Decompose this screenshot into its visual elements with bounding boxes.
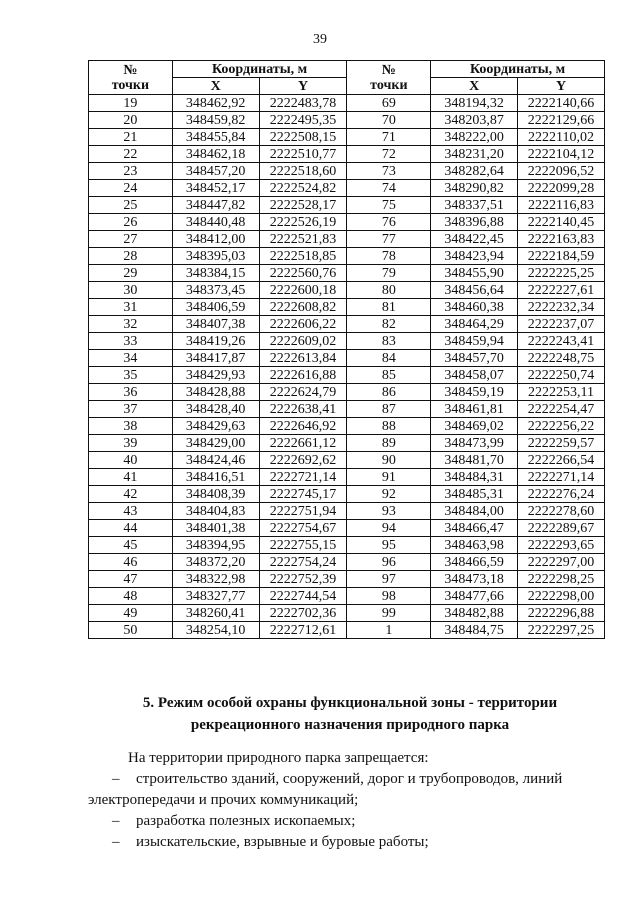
x-value-cell: 348455,90 [431,265,518,282]
list-item: – строительство зданий, сооружений, дорог и трубопроводов, линий [112,771,563,787]
table-row [89,622,605,639]
point-number-cell: 97 [347,571,431,588]
table-row [89,588,605,605]
table-row [89,469,605,486]
y-value-cell: 2222521,83 [259,231,347,248]
y-value-cell: 2222232,34 [518,299,605,316]
x-value-cell: 348404,83 [172,503,259,520]
table-row [89,367,605,384]
x-value-cell: 348373,45 [172,282,259,299]
point-number-cell: 77 [347,231,431,248]
table-row [89,112,605,129]
x-value-cell: 348396,88 [431,214,518,231]
x-value-cell: 348282,64 [431,163,518,180]
point-number-cell: 25 [89,197,173,214]
x-value-cell: 348416,51 [172,469,259,486]
x-value-cell: 348394,95 [172,537,259,554]
point-number-cell: 43 [89,503,173,520]
x-value-cell: 348466,59 [431,554,518,571]
y-value-cell: 2222140,66 [518,95,605,112]
y-value-cell: 2222524,82 [259,180,347,197]
point-number-cell: 28 [89,248,173,265]
point-number-cell: 31 [89,299,173,316]
point-number-cell: 85 [347,367,431,384]
y-value-cell: 2222526,19 [259,214,347,231]
table-row [89,180,605,197]
point-number-cell: 74 [347,180,431,197]
y-value-cell: 2222293,65 [518,537,605,554]
table-row [89,452,605,469]
y-value-cell: 2222297,25 [518,622,605,639]
y-value-cell: 2222483,78 [259,95,347,112]
x-value-cell: 348484,75 [431,622,518,639]
table-row [89,401,605,418]
point-number-cell: 79 [347,265,431,282]
y-value-cell: 2222256,22 [518,418,605,435]
table-row [89,248,605,265]
x-value-cell: 348456,64 [431,282,518,299]
x-value-cell: 348401,38 [172,520,259,537]
y-value-cell: 2222297,00 [518,554,605,571]
y-header-left: Y [259,78,347,95]
point-number-cell: 34 [89,350,173,367]
point-number-cell: 38 [89,418,173,435]
table-row [89,299,605,316]
point-number-cell: 78 [347,248,431,265]
point-number-cell: 91 [347,469,431,486]
x-value-cell: 348428,88 [172,384,259,401]
point-number-cell: 50 [89,622,173,639]
point-number-cell: 49 [89,605,173,622]
x-value-cell: 348484,00 [431,503,518,520]
point-number-cell: 73 [347,163,431,180]
x-value-cell: 348194,32 [431,95,518,112]
y-value-cell: 2222638,41 [259,401,347,418]
point-number-cell: 99 [347,605,431,622]
point-number-cell: 46 [89,554,173,571]
table-row [89,231,605,248]
section-heading: 5. Режим особой охраны функциональной зоны - территории рекреационного назначения природного парка [142,695,558,733]
point-number-cell: 37 [89,401,173,418]
y-value-cell: 2222225,25 [518,265,605,282]
y-value-cell: 2222254,47 [518,401,605,418]
x-value-cell: 348440,48 [172,214,259,231]
point-number-cell: 30 [89,282,173,299]
y-header-right: Y [518,78,605,95]
y-value-cell: 2222528,17 [259,197,347,214]
point-number-cell: 41 [89,469,173,486]
point-number-cell: 80 [347,282,431,299]
y-value-cell: 2222227,61 [518,282,605,299]
point-number-cell: 98 [347,588,431,605]
x-value-cell: 348469,02 [431,418,518,435]
y-value-cell: 2222692,62 [259,452,347,469]
y-value-cell: 2222266,54 [518,452,605,469]
y-value-cell: 2222745,17 [259,486,347,503]
x-value-cell: 348423,94 [431,248,518,265]
x-value-cell: 348455,84 [172,129,259,146]
point-number-cell: 71 [347,129,431,146]
point-number-cell: 33 [89,333,173,350]
x-value-cell: 348419,26 [172,333,259,350]
x-value-cell: 348424,46 [172,452,259,469]
x-value-cell: 348481,70 [431,452,518,469]
point-number-cell: 1 [347,622,431,639]
y-value-cell: 2222624,79 [259,384,347,401]
point-number-cell: 23 [89,163,173,180]
y-value-cell: 2222600,18 [259,282,347,299]
x-value-cell: 348408,39 [172,486,259,503]
y-value-cell: 2222495,35 [259,112,347,129]
y-value-cell: 2222752,39 [259,571,347,588]
table-row [89,197,605,214]
x-value-cell: 348203,87 [431,112,518,129]
x-header-right: X [431,78,518,95]
y-value-cell: 2222129,66 [518,112,605,129]
intro-paragraph: На территории природного парка запрещается: [128,750,429,766]
table-row [89,129,605,146]
y-value-cell: 2222560,76 [259,265,347,282]
point-number-cell: 36 [89,384,173,401]
point-number-cell: 96 [347,554,431,571]
y-value-cell: 2222298,25 [518,571,605,588]
point-number-cell: 94 [347,520,431,537]
x-value-cell: 348485,31 [431,486,518,503]
point-number-cell: 81 [347,299,431,316]
x-value-cell: 348222,00 [431,129,518,146]
point-number-cell: 83 [347,333,431,350]
x-value-cell: 348429,93 [172,367,259,384]
y-value-cell: 2222096,52 [518,163,605,180]
list-item: – изыскательские, взрывные и буровые работы; [112,834,429,850]
point-number-cell: 40 [89,452,173,469]
x-value-cell: 348482,88 [431,605,518,622]
table-row [89,571,605,588]
point-number-cell: 44 [89,520,173,537]
point-number-cell: 48 [89,588,173,605]
point-number-cell: 84 [347,350,431,367]
point-number-cell: 72 [347,146,431,163]
x-value-cell: 348462,92 [172,95,259,112]
x-value-cell: 348322,98 [172,571,259,588]
x-value-cell: 348384,15 [172,265,259,282]
table-row [89,95,605,112]
y-value-cell: 2222613,84 [259,350,347,367]
y-value-cell: 2222163,83 [518,231,605,248]
y-value-cell: 2222296,88 [518,605,605,622]
table-row [89,282,605,299]
y-value-cell: 2222609,02 [259,333,347,350]
y-value-cell: 2222508,15 [259,129,347,146]
y-value-cell: 2222184,59 [518,248,605,265]
point-number-cell: 87 [347,401,431,418]
y-value-cell: 2222243,41 [518,333,605,350]
x-value-cell: 348429,63 [172,418,259,435]
x-value-cell: 348372,20 [172,554,259,571]
x-value-cell: 348457,70 [431,350,518,367]
point-number-cell: 29 [89,265,173,282]
point-number-cell: 20 [89,112,173,129]
x-value-cell: 348460,38 [431,299,518,316]
table-row [89,333,605,350]
x-value-cell: 348459,19 [431,384,518,401]
point-number-cell: 27 [89,231,173,248]
point-number-cell: 21 [89,129,173,146]
point-number-cell: 92 [347,486,431,503]
x-value-cell: 348447,82 [172,197,259,214]
list-item-continuation: электропередачи и прочих коммуникаций; [88,792,359,808]
y-value-cell: 2222116,83 [518,197,605,214]
x-value-cell: 348260,41 [172,605,259,622]
x-value-cell: 348231,20 [431,146,518,163]
x-value-cell: 348327,77 [172,588,259,605]
y-value-cell: 2222744,54 [259,588,347,605]
y-value-cell: 2222751,94 [259,503,347,520]
x-value-cell: 348457,20 [172,163,259,180]
x-value-cell: 348407,38 [172,316,259,333]
point-number-cell: 88 [347,418,431,435]
table-row [89,537,605,554]
y-value-cell: 2222754,24 [259,554,347,571]
y-value-cell: 2222271,14 [518,469,605,486]
x-value-cell: 348429,00 [172,435,259,452]
point-number-cell: 82 [347,316,431,333]
point-number-cell: 70 [347,112,431,129]
point-number-header-left: № точки [89,61,173,95]
y-value-cell: 2222518,60 [259,163,347,180]
point-number-cell: 93 [347,503,431,520]
x-value-cell: 348461,81 [431,401,518,418]
table-row [89,384,605,401]
y-value-cell: 2222259,57 [518,435,605,452]
point-number-cell: 24 [89,180,173,197]
table-body [89,95,605,639]
y-value-cell: 2222278,60 [518,503,605,520]
x-value-cell: 348428,40 [172,401,259,418]
y-value-cell: 2222510,77 [259,146,347,163]
point-number-cell: 95 [347,537,431,554]
x-value-cell: 348477,66 [431,588,518,605]
point-number-cell: 42 [89,486,173,503]
x-value-cell: 348466,47 [431,520,518,537]
table-row [89,316,605,333]
coordinates-header-right: Координаты, м [431,61,605,78]
y-value-cell: 2222250,74 [518,367,605,384]
y-value-cell: 2222518,85 [259,248,347,265]
point-number-cell: 75 [347,197,431,214]
x-value-cell: 348406,59 [172,299,259,316]
x-value-cell: 348462,18 [172,146,259,163]
x-value-cell: 348290,82 [431,180,518,197]
point-number-cell: 69 [347,95,431,112]
x-value-cell: 348458,07 [431,367,518,384]
point-number-header-right: № точки [347,61,431,95]
page-number: 39 [313,32,327,47]
table-row [89,418,605,435]
y-value-cell: 2222298,00 [518,588,605,605]
y-value-cell: 2222104,12 [518,146,605,163]
table-row [89,265,605,282]
y-value-cell: 2222661,12 [259,435,347,452]
x-value-cell: 348459,94 [431,333,518,350]
point-number-cell: 86 [347,384,431,401]
x-value-cell: 348254,10 [172,622,259,639]
y-value-cell: 2222646,92 [259,418,347,435]
table-row [89,503,605,520]
point-number-cell: 19 [89,95,173,112]
y-value-cell: 2222099,28 [518,180,605,197]
y-value-cell: 2222755,15 [259,537,347,554]
y-value-cell: 2222721,14 [259,469,347,486]
table-row [89,146,605,163]
coordinates-header-left: Координаты, м [172,61,347,78]
x-value-cell: 348337,51 [431,197,518,214]
point-number-cell: 90 [347,452,431,469]
section-body [88,748,605,853]
x-value-cell: 348395,03 [172,248,259,265]
point-number-cell: 45 [89,537,173,554]
y-value-cell: 2222616,88 [259,367,347,384]
x-value-cell: 348459,82 [172,112,259,129]
table-row [89,435,605,452]
y-value-cell: 2222237,07 [518,316,605,333]
point-number-cell: 22 [89,146,173,163]
y-value-cell: 2222702,36 [259,605,347,622]
point-number-cell: 89 [347,435,431,452]
y-value-cell: 2222110,02 [518,129,605,146]
y-value-cell: 2222140,45 [518,214,605,231]
x-header-left: X [172,78,259,95]
y-value-cell: 2222606,22 [259,316,347,333]
point-number-cell: 47 [89,571,173,588]
point-number-cell: 26 [89,214,173,231]
x-value-cell: 348484,31 [431,469,518,486]
table-row [89,554,605,571]
point-number-cell: 39 [89,435,173,452]
x-value-cell: 348417,87 [172,350,259,367]
table-row [89,350,605,367]
x-value-cell: 348473,18 [431,571,518,588]
table-row [89,163,605,180]
x-value-cell: 348412,00 [172,231,259,248]
y-value-cell: 2222608,82 [259,299,347,316]
list-item: – разработка полезных ископаемых; [112,813,356,829]
y-value-cell: 2222289,67 [518,520,605,537]
x-value-cell: 348463,98 [431,537,518,554]
coordinates-table [88,60,605,639]
table-row [89,605,605,622]
y-value-cell: 2222253,11 [518,384,605,401]
table-row [89,520,605,537]
x-value-cell: 348473,99 [431,435,518,452]
y-value-cell: 2222712,61 [259,622,347,639]
point-number-cell: 76 [347,214,431,231]
point-number-cell: 32 [89,316,173,333]
y-value-cell: 2222276,24 [518,486,605,503]
x-value-cell: 348422,45 [431,231,518,248]
table-row [89,486,605,503]
y-value-cell: 2222248,75 [518,350,605,367]
x-value-cell: 348452,17 [172,180,259,197]
table-row [89,214,605,231]
y-value-cell: 2222754,67 [259,520,347,537]
point-number-cell: 35 [89,367,173,384]
x-value-cell: 348464,29 [431,316,518,333]
